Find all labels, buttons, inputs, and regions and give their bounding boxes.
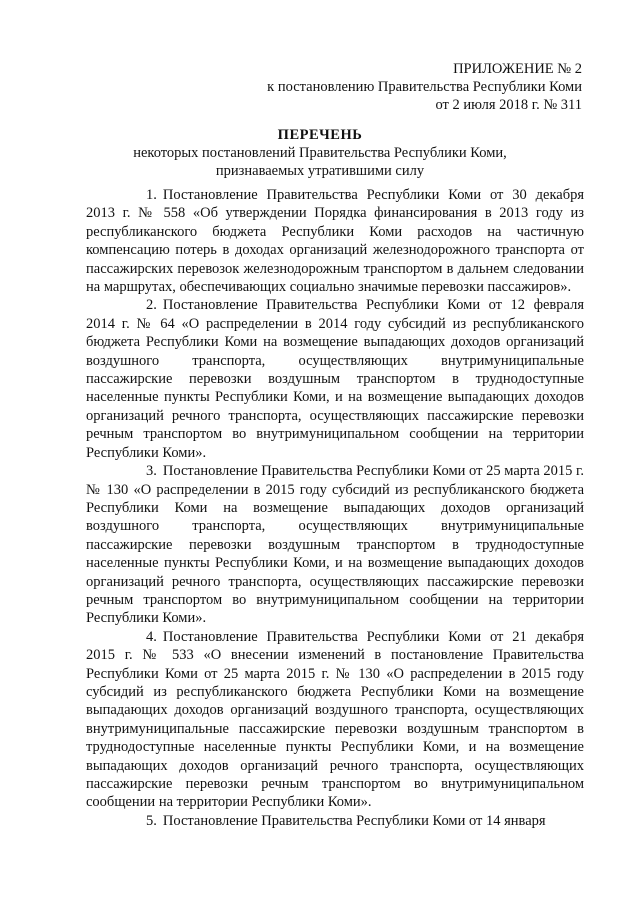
document-title-block — [60, 126, 580, 180]
document-title: ПЕРЕЧЕНЬ — [277, 127, 363, 143]
list-item-text: Постановление Правительства Республики Коми от 12 февраля 2014 г. № 64 «О распределении в 2014 году субсидий из республиканского бюджета Республики Коми на возмещение выпадающих доходов организаций воздушного транспорта, осуществляющих внутримуниципальные пассажирские перевозки воздушным транспортом в труднодоступные населенные пункты Республики Коми, и на возмещение выпадающих доходов организаций речного транспорта, осуществляющих пассажирские перевозки речным транспортом во внутримуниципальном сообщении на территории Республики Коми». — [86, 297, 584, 461]
list-item — [86, 628, 584, 812]
document-subtitle-line-2: признаваемых утратившими силу — [215, 163, 425, 179]
appendix-number: ПРИЛОЖЕНИЕ № 2 — [453, 61, 582, 77]
list-item-text: Постановление Правительства Республики Коми от 30 декабря 2013 г. № 558 «Об утверждении Порядка финансирования в 2013 году из республиканского бюджета Республики Коми расходов на частичную компенсацию потерь в доходах организаций железнодорожного транспорта от пассажирских перевозок железнодорожным транспортом в дальнем следовании на маршрутах, обеспечивающих социально значимые перевозки пассажиров». — [86, 187, 584, 296]
list-item-number: 5. — [146, 812, 157, 829]
list-item — [86, 462, 584, 628]
appendix-date: от 2 июля 2018 г. № 311 — [435, 97, 582, 113]
list-item-number: 4. — [146, 628, 157, 645]
appendix-header — [162, 60, 582, 114]
list-item-text: Постановление Правительства Республики Коми от 21 декабря 2015 г. № 533 «О внесении изменений в постановление Правительства Республики Коми от 25 марта 2015 г. № 130 «О распределении в 2015 году субсидий из республиканского бюджета Республики Коми на возмещение выпадающих доходов организаций воздушного транспорта, осуществляющих внутримуниципальные пассажирские перевозки воздушным транспортом в труднодоступные населенные пункты Республики Коми, и на возмещение выпадающих доходов организаций речного транспорта, осуществляющих пассажирские перевозки речным транспортом во внутримуниципальном сообщении на территории Республики Коми». — [86, 628, 584, 811]
appendix-reference: к постановлению Правительства Республики Коми — [267, 79, 582, 95]
list-item-number: 2. — [146, 297, 157, 314]
list-item — [86, 296, 584, 462]
document-subtitle-line-1: некоторых постановлений Правительства Республики Коми, — [133, 145, 507, 161]
list-item-number: 1. — [146, 187, 157, 203]
resolution-list — [86, 186, 584, 830]
list-item-number: 3. — [146, 463, 157, 480]
list-item-text: Постановление Правительства Республики Коми от 14 января — [162, 812, 546, 829]
list-item — [86, 186, 584, 296]
list-item — [86, 812, 584, 830]
list-item-text: Постановление Правительства Республики Коми от 25 марта 2015 г. № 130 «О распределении в 2015 году субсидий из республиканского бюджета Республики Коми на возмещение выпадающих доходов организаций воздушного транспорта, осуществляющих внутримуниципальные пассажирские перевозки воздушным транспортом в труднодоступные населенные пункты Республики Коми, и на возмещение выпадающих доходов организаций речного транспорта, осуществляющих пассажирские перевозки речным транспортом во внутримуниципальном сообщении на территории Республики Коми». — [86, 463, 584, 627]
